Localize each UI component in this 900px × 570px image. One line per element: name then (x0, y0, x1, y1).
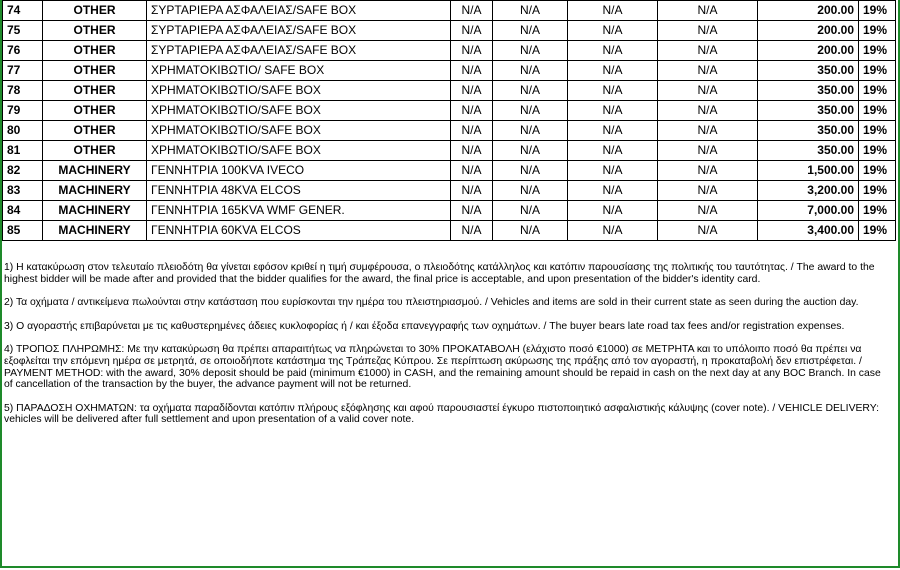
lot-category: MACHINERY (43, 201, 147, 221)
lot-description: ΓΕΝΝΗΤΡΙΑ 60KVA ELCOS (147, 221, 451, 241)
lot-category: OTHER (43, 81, 147, 101)
field-2: N/A (493, 21, 568, 41)
table-row (3, 81, 896, 101)
lot-price: 350.00 (758, 141, 859, 161)
lot-number: 81 (3, 141, 43, 161)
field-2: N/A (493, 161, 568, 181)
lot-category: MACHINERY (43, 161, 147, 181)
field-2: N/A (493, 1, 568, 21)
field-3: N/A (568, 141, 658, 161)
lot-price: 7,000.00 (758, 201, 859, 221)
field-4: N/A (658, 141, 758, 161)
field-2: N/A (493, 181, 568, 201)
field-1: N/A (451, 1, 493, 21)
lot-description: ΣΥΡΤΑΡΙΕΡΑ ΑΣΦΑΛΕΙΑΣ/SAFE BOX (147, 41, 451, 61)
table-row (3, 161, 896, 181)
lots-table-body (3, 1, 896, 241)
lot-number: 76 (3, 41, 43, 61)
field-1: N/A (451, 121, 493, 141)
field-3: N/A (568, 81, 658, 101)
note-paragraph: 5) ΠΑΡΑΔΟΣΗ ΟΧΗΜΑΤΩΝ: τα οχήματα παραδίδονται κατόπιν πλήρους εξόφλησης και αφού παρουσιαστεί έγκυρο πιστοποιητικό ασφαλιστικής κάλυψης (cover note). / VEHICLE DELIVERY: vehicles will be delivered after full settlement and upon presentation of a valid cover note. (4, 402, 879, 426)
field-4: N/A (658, 41, 758, 61)
field-1: N/A (451, 41, 493, 61)
field-4: N/A (658, 81, 758, 101)
field-2: N/A (493, 61, 568, 81)
field-2: N/A (493, 41, 568, 61)
lot-vat: 19% (859, 1, 896, 21)
field-1: N/A (451, 81, 493, 101)
lot-vat: 19% (859, 161, 896, 181)
lot-vat: 19% (859, 141, 896, 161)
lot-vat: 19% (859, 181, 896, 201)
note-paragraph: 4) ΤΡΟΠΟΣ ΠΛΗΡΩΜΗΣ: Με την κατακύρωση θα πρέπει απαραιτήτως να πληρώνεται το 30% ΠΡΟΚΑΤΑΒΟΛΗ (ελάχιστο ποσό €1000) σε ΜΕΤΡΗΤΑ και το υπόλοιπο ποσό θα πρέπει να εξοφλείται την επόμενη ημέρα σε μετρητά, σε οποιοδήποτε κατάστημα της Τράπεζας Κύπρου. Σε περίπτωση ακύρωσης της πράξης από τον αγοραστή, η προκαταβολή δεν επιστρέφεται. / PAYMENT METHOD: with the award, 30% deposit should be paid (minimum €1000) in CASH, and the remaining amount should be repaid in cash on the next day at any BOC Branch. In case of cancellation of the transaction by the buyer, the advance payment will not be returned. (4, 344, 881, 391)
field-3: N/A (568, 101, 658, 121)
field-2: N/A (493, 101, 568, 121)
lot-vat: 19% (859, 21, 896, 41)
table-row (3, 1, 896, 21)
lot-price: 3,200.00 (758, 181, 859, 201)
lot-description: ΓΕΝΝΗΤΡΙΑ 48KVA ELCOS (147, 181, 451, 201)
lot-price: 350.00 (758, 61, 859, 81)
field-1: N/A (451, 221, 493, 241)
field-3: N/A (568, 41, 658, 61)
field-3: N/A (568, 121, 658, 141)
lot-category: OTHER (43, 101, 147, 121)
table-row (3, 221, 896, 241)
lot-number: 85 (3, 221, 43, 241)
lot-vat: 19% (859, 121, 896, 141)
lot-price: 350.00 (758, 81, 859, 101)
field-3: N/A (568, 181, 658, 201)
field-1: N/A (451, 21, 493, 41)
lot-number: 84 (3, 201, 43, 221)
field-2: N/A (493, 141, 568, 161)
field-4: N/A (658, 181, 758, 201)
field-4: N/A (658, 161, 758, 181)
field-1: N/A (451, 161, 493, 181)
note-paragraph: 3) Ο αγοραστής επιβαρύνεται με τις καθυστερημένες άδειες κυκλοφορίας ή / και έξοδα επανεγγραφής των οχημάτων. / The buyer bears late road tax fees and/or registration expenses. (4, 320, 845, 332)
field-3: N/A (568, 21, 658, 41)
table-row (3, 141, 896, 161)
lot-category: OTHER (43, 41, 147, 61)
field-1: N/A (451, 201, 493, 221)
lot-price: 3,400.00 (758, 221, 859, 241)
table-row (3, 201, 896, 221)
lot-vat: 19% (859, 101, 896, 121)
field-1: N/A (451, 101, 493, 121)
terms-notes (4, 262, 888, 438)
field-2: N/A (493, 221, 568, 241)
field-4: N/A (658, 1, 758, 21)
lot-description: ΓΕΝΝΗΤΡΙΑ 100KVA IVECO (147, 161, 451, 181)
lot-price: 1,500.00 (758, 161, 859, 181)
lot-vat: 19% (859, 201, 896, 221)
lot-number: 74 (3, 1, 43, 21)
field-3: N/A (568, 61, 658, 81)
lot-description: ΧΡΗΜΑΤΟΚΙΒΩΤΙΟ/ SAFE BOX (147, 61, 451, 81)
field-4: N/A (658, 221, 758, 241)
field-3: N/A (568, 161, 658, 181)
lot-vat: 19% (859, 81, 896, 101)
lot-vat: 19% (859, 61, 896, 81)
lot-category: OTHER (43, 1, 147, 21)
note-paragraph: 1) Η κατακύρωση στον τελευταίο πλειοδότη θα γίνεται εφόσον κριθεί η τιμή συμφέρουσα, ο πλειοδότης κατάλληλος και κατόπιν παρουσίασης της πολιτικής του ταυτότητας. / The award to the highest bidder will be made after and provided that the bidder qualifies for the award, the final price is acceptable, and upon presentation of the bidder's identity card. (4, 262, 875, 285)
lot-number: 75 (3, 21, 43, 41)
table-row (3, 61, 896, 81)
table-row (3, 21, 896, 41)
note-paragraph: 2) Τα οχήματα / αντικείμενα πωλούνται στην κατάσταση που ευρίσκονται την ημέρα του πλειστηριασμού. / Vehicles and items are sold in their current state as seen during the auction day. (4, 297, 859, 309)
lot-price: 200.00 (758, 1, 859, 21)
table-row (3, 181, 896, 201)
lot-category: OTHER (43, 121, 147, 141)
lot-description: ΧΡΗΜΑΤΟΚΙΒΩΤΙΟ/SAFE BOX (147, 101, 451, 121)
field-3: N/A (568, 1, 658, 21)
lot-category: MACHINERY (43, 221, 147, 241)
field-2: N/A (493, 121, 568, 141)
lot-description: ΣΥΡΤΑΡΙΕΡΑ ΑΣΦΑΛΕΙΑΣ/SAFE BOX (147, 21, 451, 41)
field-1: N/A (451, 61, 493, 81)
lot-category: OTHER (43, 21, 147, 41)
table-row (3, 101, 896, 121)
lot-description: ΓΕΝΝΗΤΡΙΑ 165KVA WMF GENER. (147, 201, 451, 221)
field-4: N/A (658, 21, 758, 41)
lot-number: 79 (3, 101, 43, 121)
lot-vat: 19% (859, 41, 896, 61)
lot-description: ΣΥΡΤΑΡΙΕΡΑ ΑΣΦΑΛΕΙΑΣ/SAFE BOX (147, 1, 451, 21)
field-2: N/A (493, 201, 568, 221)
field-1: N/A (451, 181, 493, 201)
lot-description: ΧΡΗΜΑΤΟΚΙΒΩΤΙΟ/SAFE BOX (147, 81, 451, 101)
lot-category: MACHINERY (43, 181, 147, 201)
field-2: N/A (493, 81, 568, 101)
table-row (3, 41, 896, 61)
lot-number: 77 (3, 61, 43, 81)
field-4: N/A (658, 61, 758, 81)
lot-description: ΧΡΗΜΑΤΟΚΙΒΩΤΙΟ/SAFE BOX (147, 121, 451, 141)
lots-table (2, 0, 896, 241)
field-3: N/A (568, 221, 658, 241)
field-3: N/A (568, 201, 658, 221)
lot-price: 200.00 (758, 41, 859, 61)
field-4: N/A (658, 201, 758, 221)
lot-price: 200.00 (758, 21, 859, 41)
lot-price: 350.00 (758, 121, 859, 141)
lot-number: 78 (3, 81, 43, 101)
lot-price: 350.00 (758, 101, 859, 121)
lot-vat: 19% (859, 221, 896, 241)
lot-number: 82 (3, 161, 43, 181)
lot-description: ΧΡΗΜΑΤΟΚΙΒΩΤΙΟ/SAFE BOX (147, 141, 451, 161)
lot-number: 80 (3, 121, 43, 141)
field-4: N/A (658, 121, 758, 141)
field-1: N/A (451, 141, 493, 161)
lot-number: 83 (3, 181, 43, 201)
table-row (3, 121, 896, 141)
lot-category: OTHER (43, 141, 147, 161)
field-4: N/A (658, 101, 758, 121)
lot-category: OTHER (43, 61, 147, 81)
